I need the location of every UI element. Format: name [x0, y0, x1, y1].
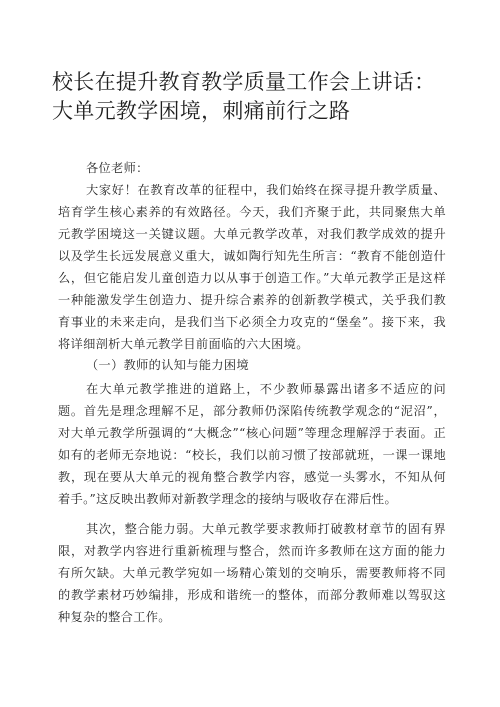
paragraph-teacher-concepts: 在大单元教学推进的道路上，不少教师暴露出诸多不适应的问题。首先是理念理解不足，部分教师仍深陷传统教学观念的“泥沼”，对大单元教学所强调的“大概念”“核心问题”等理念理解浮于表面。正如有的老师无奈地说：“校长，我们以前习惯了按部就班，一课一课地教，现在要从大单元的视角整合教学内容，感觉一头雾水，不知从何着手。”这反映出教师对新教学理念的接纳与吸收存在滞后性。 [58, 382, 446, 506]
paragraph-integration-ability: 其次，整合能力弱。大单元教学要求教师打破教材章节的固有界限，对教学内容进行重新梳理与整合，然而许多教师在这方面的能力有所欠缺。大单元教学宛如一场精心策划的交响乐，需要教师将不同的教学素材巧妙编排，形成和谐统一的整体，而部分教师难以驾驭这种复杂的整合工作。 [58, 522, 446, 624]
section-heading: （一）教师的认知与能力困境 [86, 358, 249, 372]
document-title: 校长在提升教育教学质量工作会上讲话：大单元教学困境，刺痛前行之路 [52, 70, 436, 123]
salutation: 各位老师： [86, 161, 149, 175]
paragraph-intro: 大家好！在教育改革的征程中，我们始终在探寻提升教学质量、培育学生核心素养的有效路径。今天，我们齐聚于此，共同聚焦大单元教学困境这一关键议题。大单元教学改革，对我们教学成效的提升以及学生长远发展意义重大，诚如陶行知先生所言：“教育不能创造什么，但它能启发儿童创造力以从事于创造工作。”大单元教学正是这样一种能激发学生创造力、提升综合素养的创新教学模式，关乎我们教育事业的未来走向，是我们当下必须全力攻克的“堡垒”。接下来，我将详细剖析大单元教学目前面临的六大困境。 [58, 183, 446, 351]
